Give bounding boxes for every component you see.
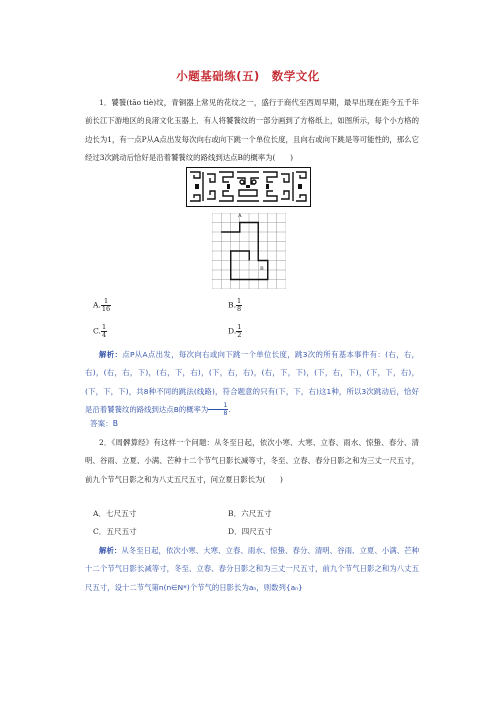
question-1-answer: 答案：B: [90, 419, 118, 428]
point-b-label: B: [260, 266, 264, 272]
question-2-text: 2．《周髀算经》有这样一个问题：从冬至日起，依次小寒、大寒、立春、雨水、惊蛰、春分、清明、谷雨、立夏、小满、芒种十二个节气日影长减等寸，冬至、立春、春分日影之和为三丈一尺五寸，前九个节气日影之和为八丈五尺五寸，问立夏日影长为( ): [85, 438, 419, 484]
question-1-text: 1．饕餮(tāo tiè)纹，青铜器上常见的花纹之一，盛行于商代至西周早期，最早出现在距今五千年前长江下游地区的良渚文化玉器上．有人将饕餮纹的一部分画到了方格纸上，如图所示，每个小方格的边长为1，有一点P从A点出发每次向右或向下跳一个单位长度，且向右或向下跳是等可能性的，那么它经过3次跳动后恰好是沿着饕餮纹的路线到达点B的概率为( ): [85, 98, 419, 162]
point-a-label: A: [238, 213, 242, 219]
option-a[interactable]: A. $\frac{1}{16}$: [93, 297, 111, 313]
option-c[interactable]: C. $\frac{1}{4}$: [93, 323, 107, 339]
option-a[interactable]: A．七尺五寸: [93, 509, 137, 518]
option-c[interactable]: C．五尺五寸: [93, 527, 137, 536]
grid-diagram: [212, 213, 286, 289]
taotie-pattern-icon: [187, 168, 309, 205]
option-d[interactable]: D．四尺五寸: [228, 527, 273, 536]
option-b[interactable]: B. $\frac{1}{8}$: [228, 297, 242, 313]
option-d[interactable]: D. $\frac{1}{2}$: [228, 323, 242, 339]
page-title: 小题基础练(五) 数学文化: [176, 69, 320, 83]
question-2-solution: 解析：从冬至日起，依次小寒、大寒、立春、雨水、惊蛰、春分、清明、谷雨、立夏、小满、芒种十二个节气日影长减等寸，冬至、立春、春分日影之和为三丈一尺五寸，前九个节气日影之和为八丈五尺五寸，设十二节气第n(n∈N*)个节气的日影长为aₙ，则数列{aₙ}: [85, 546, 419, 592]
option-b[interactable]: B．六尺五寸: [228, 509, 272, 518]
question-1-solution: 解析：点P从A点出发，每次向右或向下跳一个单位长度，跳3次的所有基本事件有：(右，右，右)，(右，右，下)，(右，下，右)，(下，右，右)，(右，下，下)，(下，右，下)，(下，下，右)，(下，下，下)，共8种不同的跳法(线路)，符合题意的只有(下，下，右)这1种，所以3次跳动后，恰好是沿着饕餮纹的路线到达点B的概率为 $\frac{1}{8}$ .: [85, 350, 419, 418]
taotie-pattern-image: [186, 167, 311, 207]
